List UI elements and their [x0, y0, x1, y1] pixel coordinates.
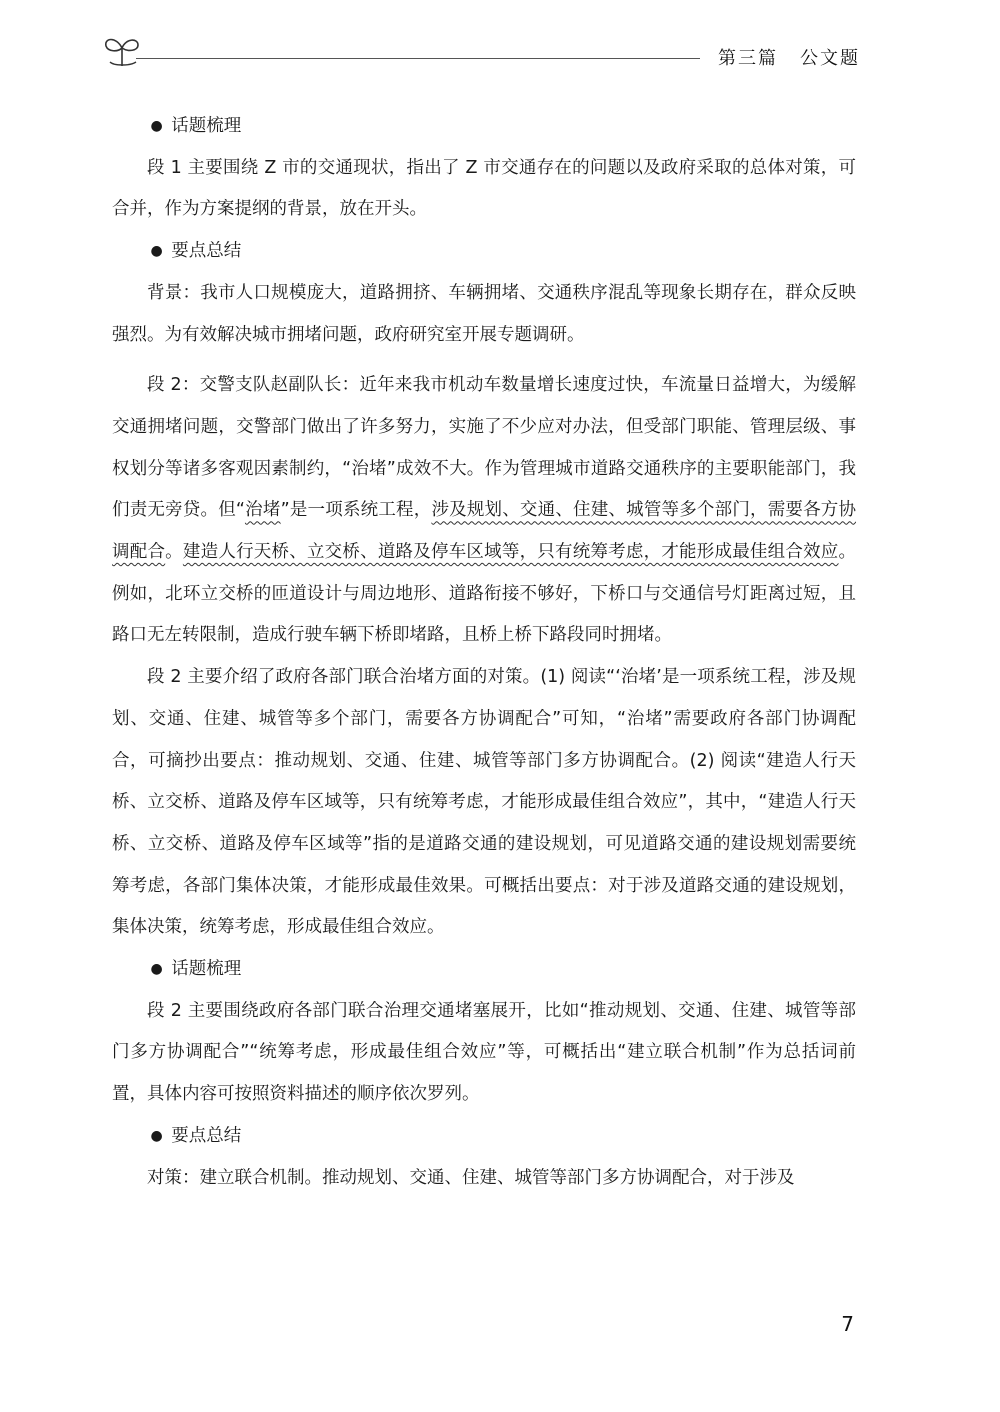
paragraph: 段 2 主要围绕政府各部门联合治理交通堵塞展开，比如“推动规划、交通、住建、城管等部门多方协调配合”“统筹考虑，形成最佳组合效应”等，可概括出“建立联合机制”作为总括词前置，具体内容可按照资料描述的顺序依次罗列。	[112, 1000, 856, 1105]
header-title	[718, 44, 860, 70]
section-heading: ● 要点总结	[150, 1125, 242, 1146]
section-heading: ● 要点总结	[150, 241, 242, 262]
bullet-icon: ●	[150, 118, 163, 134]
bullet-icon: ●	[150, 961, 163, 978]
wavy-underline-text: 治堵	[244, 500, 281, 521]
header-section-title: 公文题	[800, 48, 860, 69]
paragraph: 背景：我市人口规模庞大，道路拥挤、车辆拥堵、交通秩序混乱等现象长期存在，群众反映强烈。为有效解决城市拥堵问题，政府研究室开展专题调研。	[112, 282, 856, 345]
section-heading: ● 话题梳理	[150, 116, 242, 136]
bullet-icon: ●	[150, 243, 163, 260]
header-part: 第三篇	[718, 48, 778, 69]
page-number: 7	[841, 1312, 854, 1336]
paragraph: 段 1 主要围绕 Z 市的交通现状，指出了 Z 市交通存在的问题以及政府采取的总体对策，可合并，作为方案提纲的背景，放在开头。	[112, 157, 856, 220]
wavy-underline-text: 涉及规划、交通、住建、城管等多个部门，需要各方协调配合	[112, 500, 857, 563]
bullet-icon: ●	[150, 1127, 163, 1144]
sprout-icon	[100, 30, 144, 74]
analysis-paragraph: 段 2 主要介绍了政府各部门联合治堵方面的对策。(1) 阅读“‘治堵’是一项系统工程，涉及规划、交通、住建、城管等多个部门，需要各方协调配合”可知，“治堵”需要政府各部门协调配合，可摘抄出要点：推动规划、交通、住建、城管等部门多方协调配合。(2) 阅读“建造人行天桥、立交桥、道路及停车区域等，只有统筹考虑，才能形成最佳组合效应”，其中，“建造人行天桥、立交桥、道路及停车区域等”指的是道路交通的建设规划，可见道路交通的建设规划需要统筹考虑，各部门集体决策，才能形成最佳效果。可概括出要点：对于涉及道路交通的建设规划，集体决策，统筹考虑，形成最佳组合效应。	[112, 667, 856, 938]
header-rule	[136, 58, 700, 59]
source-paragraph: 段 2：交警支队赵副队长：近年来我市机动车数量增长速度过快，车流量日益增大，为缓解交通拥堵问题，交警部门做出了许多努力，实施了不少应对办法，但受部门职能、管理层级、事权划分等诸多客观因素制约，“治堵”成效不大。作为管理城市道路交通秩序的主要职能部门，我们责无旁贷。但“治堵”是一项系统工程，涉及规划、交通、住建、城管等多个部门，需要各方协调配合。建造人行天桥、立交桥、道路及停车区域等，只有统筹考虑，才能形成最佳组合效应。例如，北环立交桥的匝道设计与周边地形、道路衔接不够好，下桥口与交通信号灯距离过短，且路口无左转限制，造成行驶车辆下桥即堵路，且桥上桥下路段同时拥堵。	[112, 375, 857, 646]
page-header	[100, 24, 860, 84]
page-body	[112, 106, 856, 1199]
paragraph: 对策：建立联合机制。推动规划、交通、住建、城管等部门多方协调配合，对于涉及	[147, 1167, 795, 1188]
section-heading: ● 话题梳理	[150, 959, 242, 980]
wavy-underline-text: 建造人行天桥、立交桥、道路及停车区域等，只有统筹考虑，才能形成最佳组合效应	[182, 542, 839, 563]
